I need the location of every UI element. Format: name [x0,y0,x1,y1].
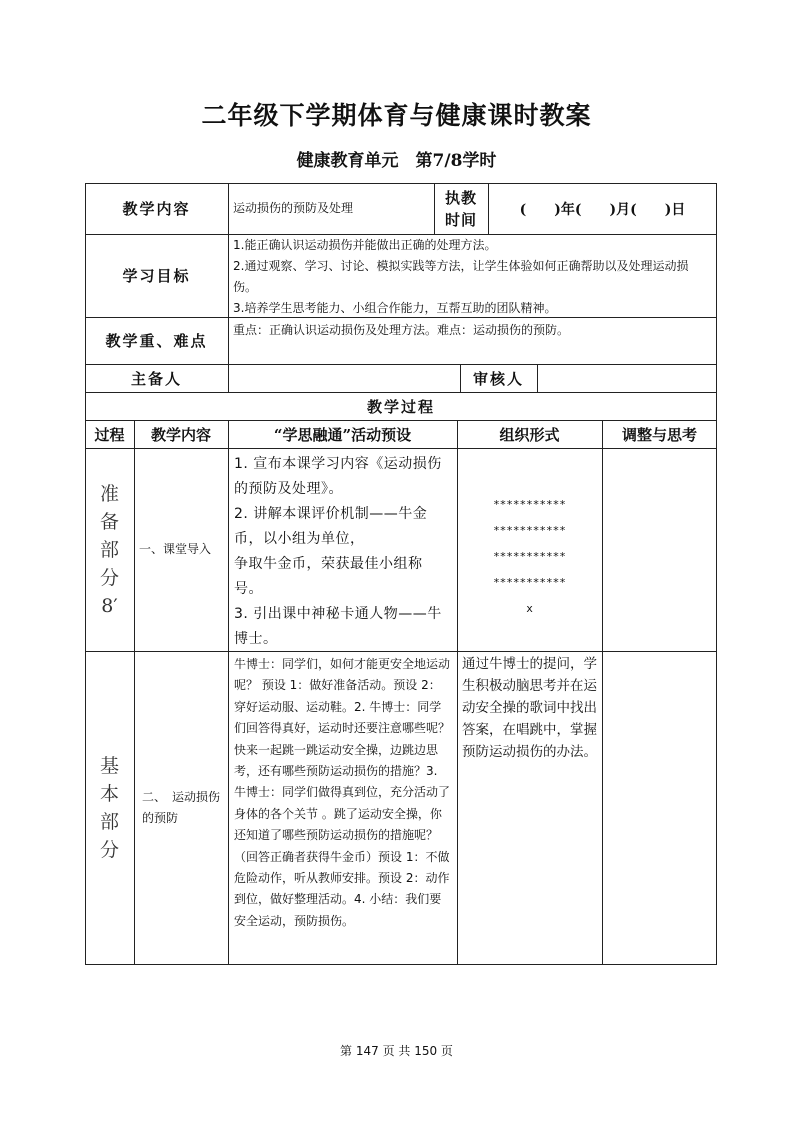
objective-item: 2.通过观察、学习、讨论、模拟实践等方法，让学生体验如何正确帮助以及处理运动损伤。 [233,259,689,294]
keypoints-value: 重点：正确认识运动损伤及处理方法。难点：运动损伤的预防。 [233,323,570,337]
formation-row: *********** [493,576,566,589]
page-subtitle: 健康教育单元 第7/8学时 [296,151,497,171]
activity-line: 3. 引出课中神秘卡通人物——牛博士。 [234,606,442,647]
activity-line: 2. 讲解本课评价机制——牛金币，以小组为单位， [234,506,428,547]
content-intro: 一、课堂导入 [139,542,212,556]
page-title: 二年级下学期体育与健康课时教案 [201,101,592,130]
objectives-label: 学习目标 [122,267,191,285]
objective-item: 3.培养学生思考能力、小组合作能力，互帮互助的团队精神。 [233,301,557,315]
formation-row: *********** [493,524,566,537]
column-header-activity: “学思融通”活动预设 [273,425,412,444]
organization-formation [457,448,602,651]
time-label [434,183,488,234]
formation-row: *********** [493,498,566,511]
reviewer-label: 审核人 [472,369,524,388]
content-value: 运动损伤的预防及处理 [233,201,354,215]
time-label-line2: 时间 [444,210,477,229]
activity-line: 1. 宣布本课学习内容《运动损伤的预防及处理》。 [234,456,442,497]
activity-line: 牛博士：同学们，如何才能更安全地运动呢？ [234,657,451,693]
column-header-reflection: 调整与思考 [621,425,697,444]
preparer-label: 主备人 [130,369,182,388]
activity-basic [228,651,457,965]
reflection-preparation [602,448,717,651]
column-header-organization: 组织形式 [499,425,560,444]
page-footer: 第 147 页 共 150 页 [340,1044,453,1058]
formation-row: *********** [493,550,566,563]
column-header-stage: 过程 [94,425,125,444]
stage-preparation-text: 准备部分8′ [99,482,119,617]
formation-teacher: x [526,602,533,615]
objectives-list [228,234,717,317]
date-value: ( )年( )月( )日 [519,201,686,218]
content-prevention: 二、 运动损伤的预防 [142,790,221,825]
content-label: 教学内容 [122,200,191,218]
keypoints-label: 教学重、难点 [105,332,208,350]
activity-line: 争取牛金币，荣获最佳小组称号。 [234,556,423,597]
reviewer-value [537,364,717,392]
reflection-basic [602,651,717,965]
stage-basic-text: 基本部分 [99,755,119,861]
column-header-content: 教学内容 [150,425,211,444]
activity-preparation [228,448,457,651]
stage-basic [85,651,134,965]
preparer-value [228,364,460,392]
activity-line: 预设 1：做好准备活动。预设 2：穿好运动服、运动鞋。2. 牛博士：同学们回答得真好，运动时还要注意哪些呢？ 快来一起跳一跳运动安全操，边跳边思考，还有哪些预防运动损伤的措施？3. 牛博士：同学们做得真到位，充分活动了身体的各个关节 。跳了运动安全操，你还知道了哪些预防运动损伤的措施呢？（回答正确者获得牛金币）预设 1：不做危险动作，听从教师安排。预设 2：动作到位，做好整理活动。4. 小结：我们要安全运动，预防损伤。 [234,678,451,928]
time-label-line1: 执教 [444,188,477,207]
objective-item: 1.能正确认识运动损伤并能做出正确的处理方法。 [233,238,497,252]
stage-preparation [85,448,134,651]
process-title: 教学过程 [366,397,435,416]
organization-basic: 通过牛博士的提问，学生积极动脑思考并在运动安全操的歌词中找出答案，在唱跳中，掌握预防运动损伤的办法。 [462,656,597,760]
